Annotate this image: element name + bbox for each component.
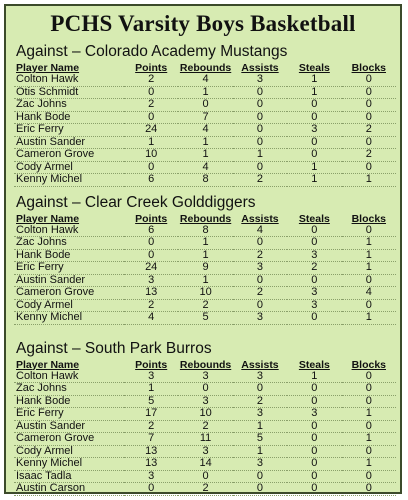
stat-cell: 3: [233, 458, 287, 471]
stat-cell: 0: [178, 99, 232, 112]
stat-cell: 1: [178, 249, 232, 262]
stat-cell: 4: [178, 124, 232, 137]
stat-cell: 0: [342, 99, 396, 112]
stat-cell: 8: [178, 225, 232, 237]
stat-cell: 1: [178, 149, 232, 162]
table-row: [14, 161, 396, 174]
stat-cell: 2: [287, 262, 341, 275]
stat-cell: 0: [342, 86, 396, 99]
stat-cell: 2: [124, 99, 178, 112]
stat-cell: 2: [233, 395, 287, 408]
column-header: Blocks: [351, 212, 386, 225]
stat-cell: 8: [178, 174, 232, 187]
table-row: [14, 371, 396, 383]
player-name-cell: Cody Armel: [14, 299, 124, 312]
table-row: [14, 299, 396, 312]
player-name-cell: Austin Sander: [14, 136, 124, 149]
stat-cell: 0: [233, 86, 287, 99]
stat-cell: 0: [124, 237, 178, 250]
column-header: Assists: [241, 62, 279, 74]
stat-cell: 0: [233, 274, 287, 287]
table-row: [14, 74, 396, 86]
stat-cell: 2: [124, 420, 178, 433]
stat-cell: 1: [233, 420, 287, 433]
stat-cell: 0: [233, 237, 287, 250]
stat-cell: 17: [124, 408, 178, 421]
player-name-cell: Otis Schmidt: [14, 86, 124, 99]
stat-cell: 2: [342, 124, 396, 137]
stat-cell: 1: [342, 408, 396, 421]
player-name-cell: Isaac Tadla: [14, 470, 124, 483]
table-row: [14, 470, 396, 483]
stat-cell: 1: [342, 174, 396, 187]
column-header: Points: [135, 62, 168, 74]
stat-cell: 1: [178, 136, 232, 149]
stat-cell: 0: [342, 225, 396, 237]
stat-cell: 0: [178, 470, 232, 483]
stat-cell: 3: [233, 312, 287, 325]
stat-cell: 10: [124, 149, 178, 162]
player-name-cell: Hank Bode: [14, 395, 124, 408]
stat-cell: 0: [233, 299, 287, 312]
stat-cell: 24: [124, 124, 178, 137]
stat-cell: 0: [287, 445, 341, 458]
stat-cell: 1: [287, 174, 341, 187]
player-name-cell: Hank Bode: [14, 249, 124, 262]
stat-cell: 2: [178, 420, 232, 433]
table-row: [14, 149, 396, 162]
table-row: [14, 420, 396, 433]
stat-cell: 6: [124, 174, 178, 187]
stat-cell: 3: [287, 287, 341, 300]
stat-cell: 1: [287, 74, 341, 86]
stat-cell: 2: [178, 299, 232, 312]
stat-cell: 1: [342, 312, 396, 325]
game-section: [6, 339, 400, 496]
player-name-cell: Cameron Grove: [14, 287, 124, 300]
stat-cell: 3: [287, 408, 341, 421]
player-name-cell: Colton Hawk: [14, 371, 124, 383]
player-name-cell: Cameron Grove: [14, 149, 124, 162]
stat-cell: 2: [124, 74, 178, 86]
stat-cell: 0: [342, 111, 396, 124]
stat-cell: 1: [178, 274, 232, 287]
stats-table: [14, 62, 396, 187]
stat-cell: 3: [233, 74, 287, 86]
table-row: [14, 458, 396, 471]
stat-cell: 3: [287, 124, 341, 137]
stat-cell: 1: [342, 237, 396, 250]
stat-cell: 1: [178, 86, 232, 99]
section-heading: Against – Clear Creek Golddiggers: [16, 193, 256, 211]
column-header: Rebounds: [179, 212, 232, 225]
stat-cell: 3: [178, 371, 232, 383]
table-row: [14, 312, 396, 325]
stat-cell: 9: [178, 262, 232, 275]
stat-cell: 0: [233, 124, 287, 137]
stat-cell: 5: [124, 395, 178, 408]
column-header: Points: [135, 212, 168, 225]
table-row: [14, 383, 396, 396]
stat-cell: 0: [287, 458, 341, 471]
column-header: Rebounds: [179, 358, 232, 371]
player-name-cell: Hank Bode: [14, 111, 124, 124]
stat-cell: 1: [233, 445, 287, 458]
stat-cell: 0: [287, 149, 341, 162]
stat-cell: 0: [342, 445, 396, 458]
stat-cell: 13: [124, 458, 178, 471]
stat-cell: 3: [233, 371, 287, 383]
table-row: [14, 274, 396, 287]
player-name-cell: Austin Carson: [14, 483, 124, 496]
stat-cell: 4: [342, 287, 396, 300]
stat-cell: 0: [233, 483, 287, 496]
section-spacer: [6, 325, 400, 339]
stat-cell: 0: [287, 383, 341, 396]
stat-cell: 5: [178, 312, 232, 325]
stat-cell: 2: [342, 149, 396, 162]
stat-cell: 2: [233, 287, 287, 300]
stat-cell: 0: [233, 136, 287, 149]
stat-cell: 1: [287, 86, 341, 99]
table-row: [14, 262, 396, 275]
stat-cell: 0: [287, 274, 341, 287]
stat-cell: 3: [178, 445, 232, 458]
column-header: Player Name: [16, 62, 80, 74]
stat-cell: 0: [342, 136, 396, 149]
stat-cell: 1: [287, 371, 341, 383]
stat-cell: 1: [342, 262, 396, 275]
stat-cell: 0: [342, 371, 396, 383]
stat-cell: 0: [287, 312, 341, 325]
column-header: Rebounds: [179, 62, 232, 74]
column-header: Assists: [241, 212, 279, 225]
table-row: [14, 249, 396, 262]
stat-cell: 3: [178, 395, 232, 408]
column-header: Steals: [298, 358, 330, 371]
table-row: [14, 124, 396, 137]
stat-cell: 7: [124, 433, 178, 446]
table-row: [14, 99, 396, 112]
player-name-cell: Colton Hawk: [14, 74, 124, 86]
stat-cell: 0: [342, 420, 396, 433]
stat-cell: 13: [124, 287, 178, 300]
stat-cell: 0: [287, 395, 341, 408]
player-name-cell: Eric Ferry: [14, 408, 124, 421]
column-header: Player Name: [16, 358, 80, 371]
player-name-cell: Colton Hawk: [14, 225, 124, 237]
table-row: [14, 445, 396, 458]
player-name-cell: Cody Armel: [14, 445, 124, 458]
game-section: [6, 193, 400, 325]
stat-cell: 1: [342, 249, 396, 262]
stat-cell: 3: [233, 262, 287, 275]
stat-cell: 2: [233, 174, 287, 187]
stat-cell: 0: [342, 74, 396, 86]
stat-cell: 0: [342, 161, 396, 174]
table-row: [14, 395, 396, 408]
stat-cell: 3: [287, 299, 341, 312]
column-header: Blocks: [351, 62, 386, 74]
column-header: Points: [135, 358, 168, 371]
stat-cell: 10: [178, 408, 232, 421]
stat-cell: 0: [233, 470, 287, 483]
stats-sections: [6, 42, 400, 496]
stat-cell: 0: [287, 237, 341, 250]
stat-cell: 0: [342, 274, 396, 287]
table-row: [14, 287, 396, 300]
stat-cell: 0: [287, 111, 341, 124]
table-row: [14, 111, 396, 124]
table-row: [14, 86, 396, 99]
table-row: [14, 237, 396, 250]
stat-cell: 0: [124, 86, 178, 99]
stat-cell: 5: [233, 433, 287, 446]
player-name-cell: Kenny Michel: [14, 458, 124, 471]
table-row: [14, 174, 396, 187]
player-name-cell: Kenny Michel: [14, 174, 124, 187]
stat-cell: 1: [124, 383, 178, 396]
page-title: PCHS Varsity Boys Basketball: [50, 11, 356, 36]
stat-cell: 3: [124, 274, 178, 287]
stat-cell: 7: [178, 111, 232, 124]
stat-cell: 0: [342, 395, 396, 408]
stat-cell: 2: [124, 299, 178, 312]
stat-cell: 1: [342, 433, 396, 446]
table-row: [14, 483, 396, 496]
stats-table: [14, 213, 396, 325]
stat-cell: 1: [124, 136, 178, 149]
stat-cell: 3: [287, 249, 341, 262]
stat-cell: 4: [178, 74, 232, 86]
player-name-cell: Zac Johns: [14, 383, 124, 396]
stat-cell: 0: [342, 483, 396, 496]
header-row: [14, 213, 396, 225]
stat-cell: 0: [124, 161, 178, 174]
stat-cell: 0: [287, 136, 341, 149]
stat-cell: 0: [287, 483, 341, 496]
stat-cell: 0: [287, 433, 341, 446]
stat-cell: 24: [124, 262, 178, 275]
stat-cell: 0: [124, 111, 178, 124]
player-name-cell: Cameron Grove: [14, 433, 124, 446]
stat-cell: 0: [124, 483, 178, 496]
stat-cell: 11: [178, 433, 232, 446]
stat-cell: 2: [233, 249, 287, 262]
stat-cell: 0: [342, 383, 396, 396]
stat-cell: 0: [233, 99, 287, 112]
player-name-cell: Zac Johns: [14, 237, 124, 250]
table-row: [14, 136, 396, 149]
section-heading: Against – Colorado Academy Mustangs: [16, 43, 288, 60]
column-header: Steals: [298, 212, 330, 225]
player-name-cell: Kenny Michel: [14, 312, 124, 325]
stat-cell: 3: [124, 371, 178, 383]
stat-cell: 0: [233, 383, 287, 396]
table-row: [14, 225, 396, 237]
stat-cell: 0: [124, 249, 178, 262]
stat-cell: 1: [287, 161, 341, 174]
column-header: Steals: [298, 62, 330, 74]
player-name-cell: Eric Ferry: [14, 262, 124, 275]
stat-cell: 4: [178, 161, 232, 174]
stat-cell: 1: [233, 149, 287, 162]
stat-cell: 3: [233, 408, 287, 421]
table-row: [14, 433, 396, 446]
stat-cell: 0: [342, 299, 396, 312]
stat-cell: 3: [124, 470, 178, 483]
stat-cell: 0: [233, 111, 287, 124]
stat-cell: 0: [233, 161, 287, 174]
table-row: [14, 408, 396, 421]
column-header: Player Name: [16, 212, 80, 225]
stat-cell: 0: [287, 225, 341, 237]
stat-cell: 0: [287, 99, 341, 112]
stat-cell: 6: [124, 225, 178, 237]
stat-cell: 10: [178, 287, 232, 300]
stat-cell: 2: [178, 483, 232, 496]
header-row: [14, 359, 396, 371]
stat-cell: 0: [287, 470, 341, 483]
player-name-cell: Cody Armel: [14, 161, 124, 174]
stats-table: [14, 359, 396, 496]
stat-cell: 1: [342, 458, 396, 471]
stat-cell: 0: [178, 383, 232, 396]
stat-cell: 1: [178, 237, 232, 250]
player-name-cell: Austin Sander: [14, 420, 124, 433]
player-name-cell: Eric Ferry: [14, 124, 124, 137]
stat-cell: 14: [178, 458, 232, 471]
player-name-cell: Zac Johns: [14, 99, 124, 112]
section-heading: Against – South Park Burros: [16, 339, 212, 357]
game-section: [6, 42, 400, 187]
stat-cell: 4: [124, 312, 178, 325]
stats-panel: [4, 4, 402, 494]
stat-cell: 4: [233, 225, 287, 237]
stat-cell: 13: [124, 445, 178, 458]
stat-cell: 0: [287, 420, 341, 433]
stat-cell: 0: [342, 470, 396, 483]
column-header: Blocks: [351, 358, 386, 371]
column-header: Assists: [241, 358, 279, 371]
player-name-cell: Austin Sander: [14, 274, 124, 287]
